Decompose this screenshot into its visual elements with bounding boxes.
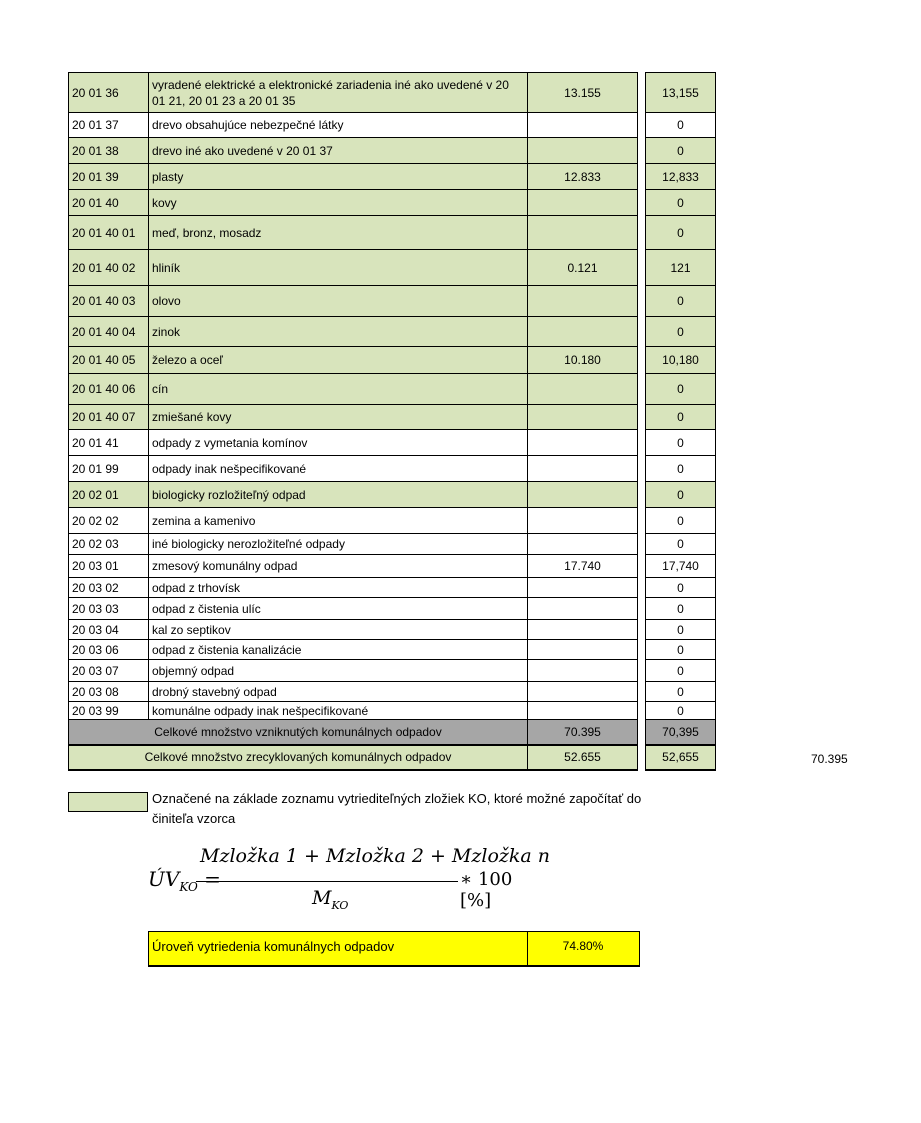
row-name: zinok xyxy=(149,317,528,347)
row-name: vyradené elektrické a elektronické zariadenia iné ako uvedené v 20 01 21, 20 01 23 a 20 01 35 xyxy=(149,73,528,113)
row-quantity-2: 0 xyxy=(646,508,716,534)
row-gap xyxy=(638,164,646,190)
row-quantity-1 xyxy=(528,286,638,317)
row-code: 20 02 01 xyxy=(69,482,149,508)
row-code: 20 01 40 05 xyxy=(69,347,149,374)
row-name: odpad z čistenia ulíc xyxy=(149,598,528,620)
table-row xyxy=(69,347,716,374)
legend-swatch xyxy=(68,792,148,812)
formula xyxy=(148,845,551,915)
row-name: zemina a kamenivo xyxy=(149,508,528,534)
table-row xyxy=(69,598,716,620)
side-value: 70.395 xyxy=(811,752,848,766)
total-generated-q1: 70.395 xyxy=(528,720,638,745)
table-row xyxy=(69,702,716,720)
row-quantity-1 xyxy=(528,640,638,660)
table-row xyxy=(69,555,716,578)
table-row xyxy=(69,374,716,405)
formula-denominator-sub: KO xyxy=(331,898,349,912)
row-name: kal zo septikov xyxy=(149,620,528,640)
formula-denominator xyxy=(312,887,348,912)
row-quantity-1 xyxy=(528,534,638,555)
table-row xyxy=(69,164,716,190)
row-name: meď, bronz, mosadz xyxy=(149,216,528,250)
row-quantity-1 xyxy=(528,405,638,430)
row-code: 20 03 01 xyxy=(69,555,149,578)
table-row xyxy=(69,430,716,456)
row-gap xyxy=(638,430,646,456)
row-name: kovy xyxy=(149,190,528,216)
row-quantity-1 xyxy=(528,456,638,482)
waste-table-container xyxy=(68,72,715,771)
row-quantity-2: 0 xyxy=(646,138,716,164)
row-gap xyxy=(638,405,646,430)
table-row xyxy=(69,250,716,286)
row-quantity-1 xyxy=(528,702,638,720)
row-code: 20 03 08 xyxy=(69,682,149,702)
row-gap xyxy=(638,534,646,555)
row-gap xyxy=(638,347,646,374)
row-quantity-2: 0 xyxy=(646,456,716,482)
table-row xyxy=(69,578,716,598)
row-gap xyxy=(638,456,646,482)
row-name: drevo obsahujúce nebezpečné látky xyxy=(149,113,528,138)
formula-numerator: Mzložka 1 + Mzložka 2 + Mzložka n xyxy=(200,845,551,867)
row-name: železo a oceľ xyxy=(149,347,528,374)
row-code: 20 03 03 xyxy=(69,598,149,620)
row-gap xyxy=(638,578,646,598)
row-code: 20 01 40 01 xyxy=(69,216,149,250)
table-row xyxy=(69,216,716,250)
row-quantity-2: 0 xyxy=(646,190,716,216)
row-quantity-2: 0 xyxy=(646,640,716,660)
total-generated-row xyxy=(69,720,716,745)
row-quantity-1: 0.121 xyxy=(528,250,638,286)
row-name: odpad z čistenia kanalizácie xyxy=(149,640,528,660)
table-row xyxy=(69,317,716,347)
row-code: 20 01 40 04 xyxy=(69,317,149,347)
row-quantity-1 xyxy=(528,620,638,640)
legend-text: Označené na základe zoznamu vytriediteľných zložiek KO, ktoré možné započítať do činiteľa vzorca xyxy=(152,791,642,826)
row-code: 20 01 40 06 xyxy=(69,374,149,405)
row-gap xyxy=(638,660,646,682)
formula-fraction-bar xyxy=(196,881,458,882)
total-generated-q2: 70,395 xyxy=(646,720,716,745)
row-quantity-2: 0 xyxy=(646,430,716,456)
row-name: cín xyxy=(149,374,528,405)
row-code: 20 03 04 xyxy=(69,620,149,640)
total-recycled-row xyxy=(69,745,716,770)
row-quantity-1 xyxy=(528,138,638,164)
row-code: 20 01 36 xyxy=(69,73,149,113)
row-code: 20 01 40 02 xyxy=(69,250,149,286)
row-quantity-1 xyxy=(528,430,638,456)
table-row xyxy=(69,190,716,216)
row-quantity-2: 0 xyxy=(646,405,716,430)
row-quantity-2: 0 xyxy=(646,286,716,317)
row-quantity-2: 121 xyxy=(646,250,716,286)
total-recycled-label: Celkové množstvo zrecyklovaných komunálnych odpadov xyxy=(69,745,528,770)
row-code: 20 01 41 xyxy=(69,430,149,456)
row-name: plasty xyxy=(149,164,528,190)
formula-lhs: $ÚV_{KO}$ = xyxy=(148,867,221,894)
row-quantity-1 xyxy=(528,682,638,702)
row-name: zmiešané kovy xyxy=(149,405,528,430)
row-quantity-2: 0 xyxy=(646,660,716,682)
row-quantity-1: 17.740 xyxy=(528,555,638,578)
table-row xyxy=(69,534,716,555)
row-name: biologicky rozložiteľný odpad xyxy=(149,482,528,508)
total-generated-label: Celkové množstvo vzniknutých komunálnych odpadov xyxy=(69,720,528,745)
row-name: iné biologicky nerozložiteľné odpady xyxy=(149,534,528,555)
row-code: 20 03 07 xyxy=(69,660,149,682)
row-quantity-1 xyxy=(528,578,638,598)
table-row xyxy=(69,640,716,660)
result-value: 74.80% xyxy=(562,939,604,953)
row-gap xyxy=(638,216,646,250)
row-code: 20 02 03 xyxy=(69,534,149,555)
row-code: 20 03 06 xyxy=(69,640,149,660)
waste-table xyxy=(68,72,716,771)
row-quantity-2: 0 xyxy=(646,598,716,620)
row-quantity-1 xyxy=(528,216,638,250)
row-gap xyxy=(638,620,646,640)
row-quantity-1: 12.833 xyxy=(528,164,638,190)
table-row xyxy=(69,405,716,430)
row-gap xyxy=(638,250,646,286)
row-quantity-1: 10.180 xyxy=(528,347,638,374)
row-code: 20 01 38 xyxy=(69,138,149,164)
row-quantity-1 xyxy=(528,598,638,620)
row-gap xyxy=(638,113,646,138)
formula-lhs-sub: KO xyxy=(179,880,198,894)
row-name: objemný odpad xyxy=(149,660,528,682)
result-box xyxy=(148,931,640,967)
row-quantity-2: 0 xyxy=(646,374,716,405)
row-quantity-1 xyxy=(528,190,638,216)
result-label: Úroveň vytriedenia komunálnych odpadov xyxy=(152,939,395,954)
row-name: odpady z vymetania komínov xyxy=(149,430,528,456)
row-gap xyxy=(638,555,646,578)
table-row xyxy=(69,508,716,534)
row-gap xyxy=(638,682,646,702)
row-quantity-2: 17,740 xyxy=(646,555,716,578)
row-gap xyxy=(638,702,646,720)
row-quantity-2: 0 xyxy=(646,482,716,508)
row-name: odpad z trhovísk xyxy=(149,578,528,598)
table-row xyxy=(69,73,716,113)
row-quantity-2: 13,155 xyxy=(646,73,716,113)
table-row xyxy=(69,456,716,482)
table-row xyxy=(69,113,716,138)
row-code: 20 01 99 xyxy=(69,456,149,482)
row-quantity-1 xyxy=(528,508,638,534)
row-quantity-1 xyxy=(528,317,638,347)
formula-lhs-main: ÚV xyxy=(148,867,180,891)
row-gap xyxy=(638,482,646,508)
table-row xyxy=(69,482,716,508)
row-code: 20 01 40 03 xyxy=(69,286,149,317)
table-row xyxy=(69,682,716,702)
table-row xyxy=(69,660,716,682)
row-code: 20 03 02 xyxy=(69,578,149,598)
table-row xyxy=(69,620,716,640)
row-code: 20 01 37 xyxy=(69,113,149,138)
waste-rows xyxy=(69,73,716,720)
row-name: komunálne odpady inak nešpecifikované xyxy=(149,702,528,720)
row-quantity-2: 10,180 xyxy=(646,347,716,374)
row-quantity-2: 12,833 xyxy=(646,164,716,190)
row-gap xyxy=(638,317,646,347)
total-recycled-q2: 52,655 xyxy=(646,745,716,770)
row-name: drevo iné ako uvedené v 20 01 37 xyxy=(149,138,528,164)
formula-denominator-main: M xyxy=(312,887,332,909)
row-code: 20 01 39 xyxy=(69,164,149,190)
row-code: 20 01 40 07 xyxy=(69,405,149,430)
row-code: 20 01 40 xyxy=(69,190,149,216)
row-quantity-1 xyxy=(528,374,638,405)
row-quantity-2: 0 xyxy=(646,578,716,598)
row-quantity-2: 0 xyxy=(646,620,716,640)
row-quantity-1: 13.155 xyxy=(528,73,638,113)
row-quantity-2: 0 xyxy=(646,317,716,347)
row-gap xyxy=(638,598,646,620)
row-gap xyxy=(638,640,646,660)
row-quantity-1 xyxy=(528,660,638,682)
row-name: odpady inak nešpecifikované xyxy=(149,456,528,482)
row-quantity-2: 0 xyxy=(646,702,716,720)
formula-tail: ∗ 100 [%] xyxy=(460,869,513,911)
table-row xyxy=(69,138,716,164)
row-name: drobný stavebný odpad xyxy=(149,682,528,702)
total-recycled-q1: 52.655 xyxy=(528,745,638,770)
row-gap xyxy=(638,190,646,216)
table-row xyxy=(69,286,716,317)
row-name: hliník xyxy=(149,250,528,286)
row-gap xyxy=(638,508,646,534)
row-code: 20 03 99 xyxy=(69,702,149,720)
row-quantity-1 xyxy=(528,113,638,138)
row-name: zmesový komunálny odpad xyxy=(149,555,528,578)
row-code: 20 02 02 xyxy=(69,508,149,534)
row-gap xyxy=(638,286,646,317)
row-gap xyxy=(638,374,646,405)
row-quantity-2: 0 xyxy=(646,113,716,138)
row-quantity-2: 0 xyxy=(646,534,716,555)
row-quantity-1 xyxy=(528,482,638,508)
row-gap xyxy=(638,73,646,113)
row-quantity-2: 0 xyxy=(646,216,716,250)
row-name: olovo xyxy=(149,286,528,317)
row-gap xyxy=(638,138,646,164)
row-quantity-2: 0 xyxy=(646,682,716,702)
